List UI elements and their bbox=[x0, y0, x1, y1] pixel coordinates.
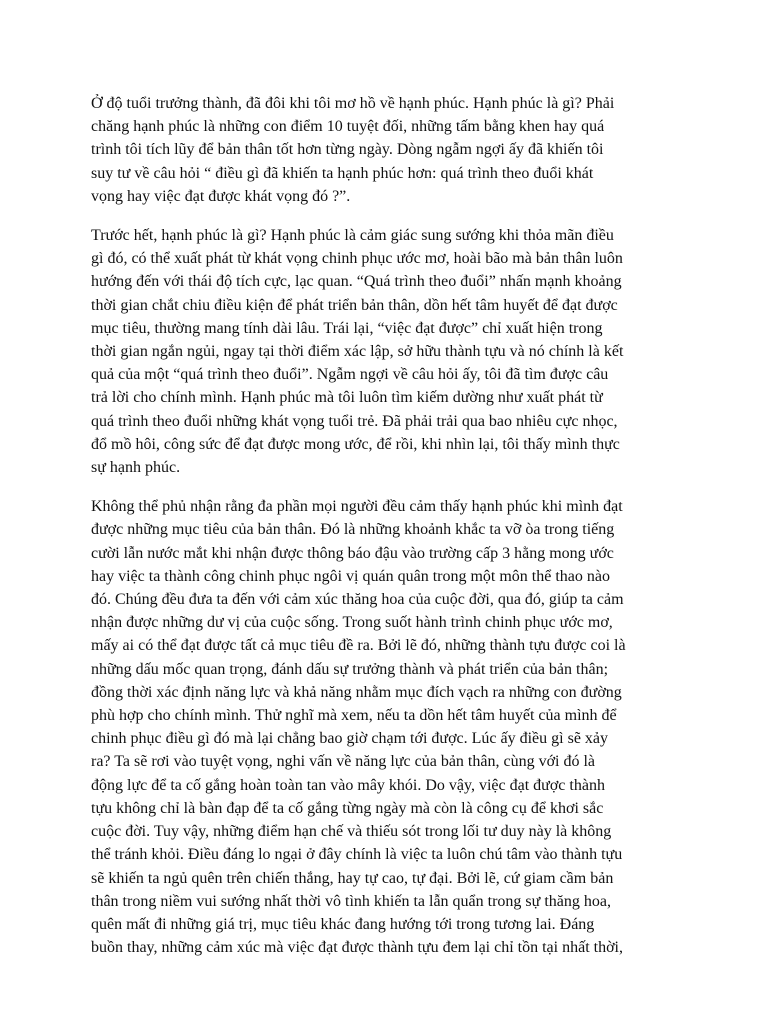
text-line: phù hợp cho chính mình. Thử nghĩ mà xem, nếu ta dồn hết tâm huyết của mình để bbox=[91, 707, 617, 725]
text-line: ra? Ta sẽ rơi vào tuyệt vọng, nghi vấn về năng lực của bản thân, cùng với đó là bbox=[91, 753, 596, 771]
text-line: được những mục tiêu của bản thân. Đó là những khoảnh khắc ta vỡ òa trong tiếng bbox=[91, 521, 615, 539]
text-line: sự hạnh phúc. bbox=[91, 459, 181, 477]
text-line: tựu không chỉ là bàn đạp để ta cố gắng từng ngày mà còn là công cụ để khơi sắc bbox=[91, 799, 604, 817]
text-line: gì đó, có thể xuất phát từ khát vọng chinh phục ước mơ, hoài bão mà bản thân luôn bbox=[91, 250, 623, 268]
paragraph-2 bbox=[91, 224, 691, 479]
text-line: mấy ai có thể đạt được tất cả mục tiêu đề ra. Bởi lẽ đó, những thành tựu được coi là bbox=[91, 637, 626, 655]
text-line: thể tránh khỏi. Điều đáng lo ngại ở đây chính là việc ta luôn chú tâm vào thành tựu bbox=[91, 846, 623, 864]
text-line: suy tư về câu hỏi “ điều gì đã khiến ta hạnh phúc hơn: quá trình theo đuổi khát bbox=[91, 164, 594, 182]
text-line: đổ mồ hôi, công sức để đạt được mong ước, để rồi, khi nhìn lại, tôi thấy mình thực bbox=[91, 435, 620, 453]
text-line: cười lẫn nước mắt khi nhận được thông báo đậu vào trường cấp 3 hằng mong ước bbox=[91, 544, 614, 562]
document-body bbox=[91, 92, 691, 975]
text-line: buồn thay, những cảm xúc mà việc đạt được thành tựu đem lại chỉ tồn tại nhất thời, bbox=[91, 939, 623, 957]
text-line: trình tôi tích lũy để bản thân tốt hơn từng ngày. Dòng ngẫm ngợi ấy đã khiến tôi bbox=[91, 141, 604, 159]
paragraph-3 bbox=[91, 495, 691, 959]
text-line: quả của một “quá trình theo đuổi”. Ngẫm ngợi về câu hỏi ấy, tôi đã tìm được câu bbox=[91, 366, 609, 384]
text-line: cuộc đời. Tuy vậy, những điểm hạn chế và thiếu sót trong lối tư duy này là không bbox=[91, 823, 612, 841]
text-line: chăng hạnh phúc là những con điểm 10 tuyệt đối, những tấm bằng khen hay quá bbox=[91, 118, 605, 136]
text-line: Ở độ tuổi trưởng thành, đã đôi khi tôi mơ hồ về hạnh phúc. Hạnh phúc là gì? Phải bbox=[91, 95, 615, 112]
text-line: hay việc ta thành công chinh phục ngôi vị quán quân trong một môn thể thao nào bbox=[91, 567, 610, 585]
text-line: chinh phục điều gì đó mà lại chẳng bao giờ chạm tới được. Lúc ấy điều gì sẽ xảy bbox=[91, 730, 609, 748]
text-line: vọng hay việc đạt được khát vọng đó ?”. bbox=[91, 187, 351, 205]
text-line: quá trình theo đuổi những khát vọng tuổi trẻ. Đã phải trải qua bao nhiêu cực nhọc, bbox=[91, 412, 618, 430]
text-line: nhận được những dư vị của cuộc sống. Trong suốt hành trình chinh phục ước mơ, bbox=[91, 614, 613, 632]
text-line: Trước hết, hạnh phúc là gì? Hạnh phúc là cảm giác sung sướng khi thỏa mãn điều bbox=[91, 227, 614, 245]
text-line: đó. Chúng đều đưa ta đến với cảm xúc thăng hoa của cuộc đời, qua đó, giúp ta cảm bbox=[91, 591, 624, 609]
text-line: những dấu mốc quan trọng, đánh dấu sự trưởng thành và phát triển của bản thân; bbox=[91, 660, 609, 678]
paragraph-1 bbox=[91, 92, 691, 208]
text-line: sẽ khiến ta ngủ quên trên chiến thắng, hay tự cao, tự đại. Bởi lẽ, cứ giam cầm bản bbox=[91, 869, 614, 887]
text-line: thân trong niềm vui sướng nhất thời vô tình khiến ta lẫn quẩn trong sự thăng hoa, bbox=[91, 892, 611, 910]
text-line: thời gian ngắn ngủi, ngay tại thời điểm xác lập, sở hữu thành tựu và nó chính là kết bbox=[91, 343, 624, 361]
text-line: mục tiêu, thường mang tính dài lâu. Trái lại, “việc đạt được” chỉ xuất hiện trong bbox=[91, 319, 603, 337]
text-line: quên mất đi những giá trị, mục tiêu khác đang hướng tới trong tương lai. Đáng bbox=[91, 915, 595, 933]
text-line: Không thể phủ nhận rằng đa phần mọi người đều cảm thấy hạnh phúc khi mình đạt bbox=[91, 498, 623, 516]
text-line: trả lời cho chính mình. Hạnh phúc mà tôi luôn tìm kiếm dường như xuất phát từ bbox=[91, 389, 603, 407]
text-line: động lực để ta cố gắng hoàn toàn tan vào mây khói. Do vậy, việc đạt được thành bbox=[91, 776, 605, 794]
text-line: thời gian chắt chiu điều kiện để phát triển bản thân, dồn hết tâm huyết để đạt được bbox=[91, 296, 618, 314]
text-line: đồng thời xác định năng lực và khả năng nhằm mục đích vạch ra những con đường bbox=[91, 683, 622, 701]
text-line: hướng đến với thái độ tích cực, lạc quan. “Quá trình theo đuổi” nhấn mạnh khoảng bbox=[91, 273, 622, 291]
